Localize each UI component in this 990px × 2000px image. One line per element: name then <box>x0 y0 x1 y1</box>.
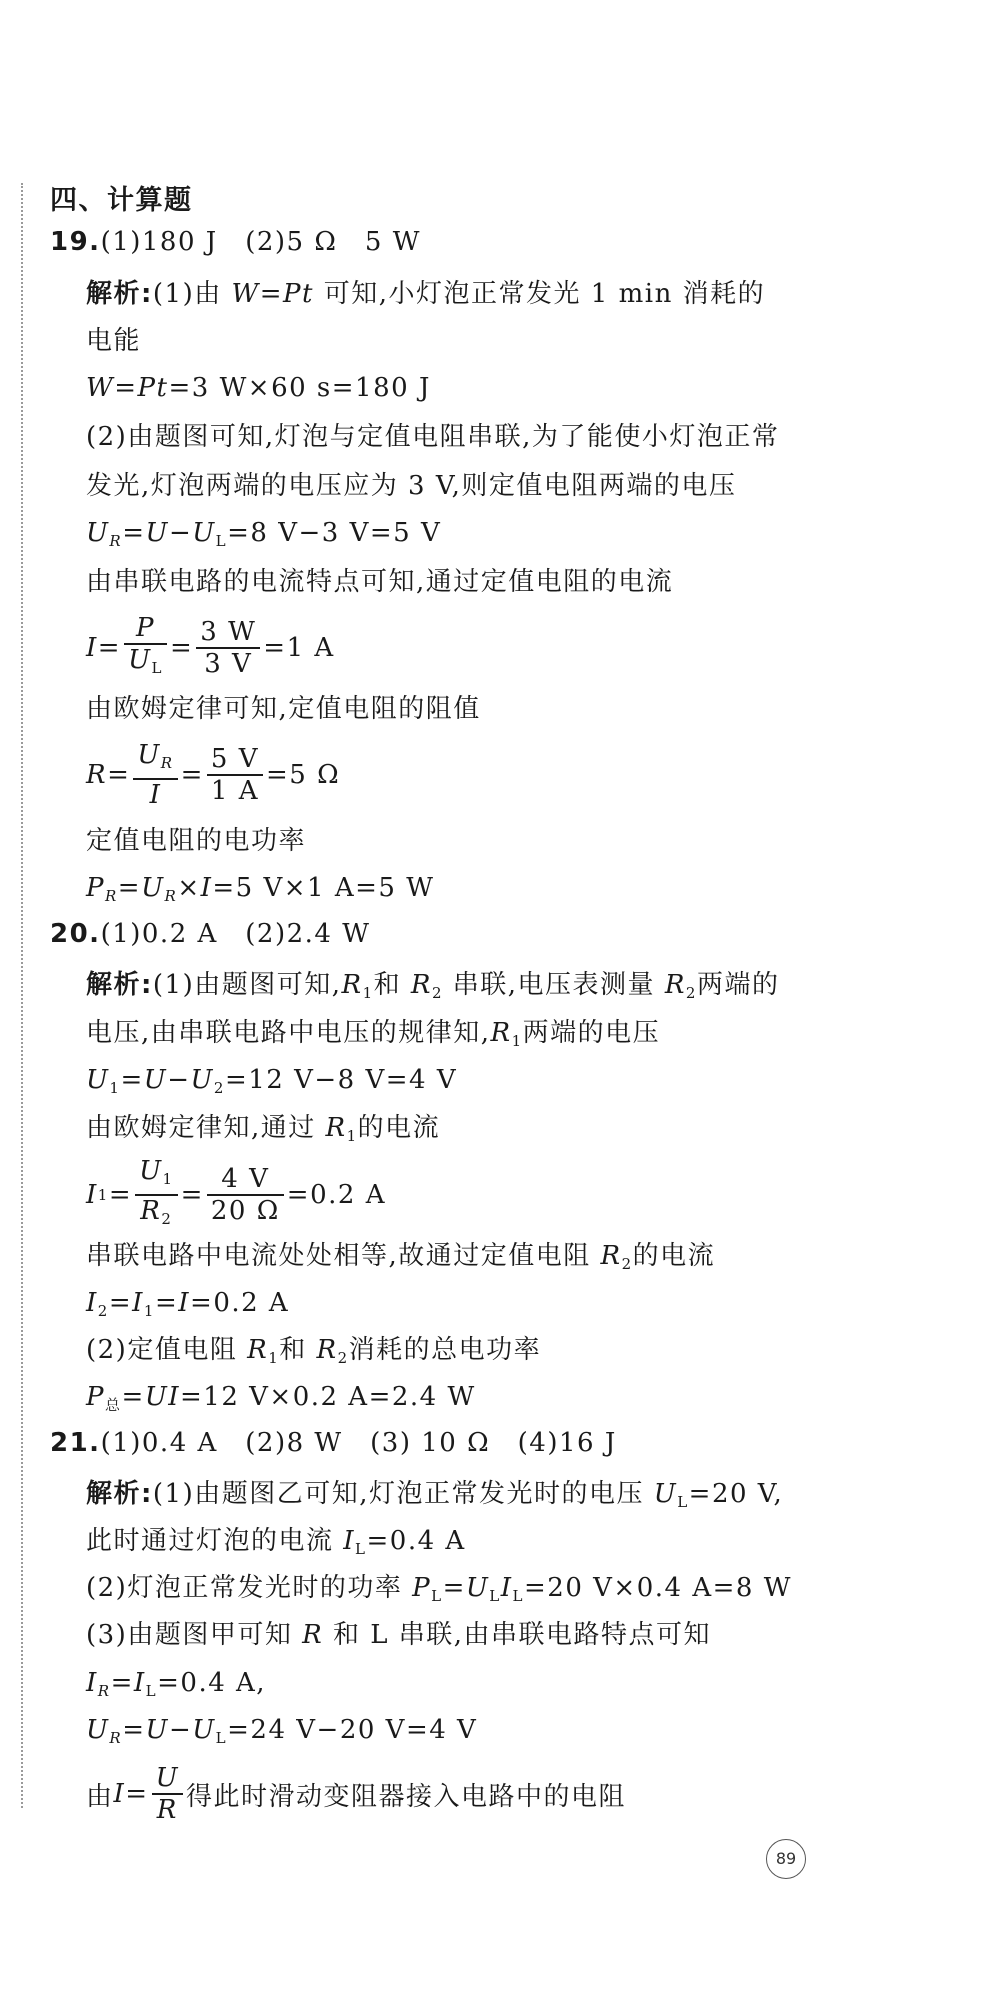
fraction: $\frac{5 V}{1 A}$ <box>207 744 263 806</box>
q21-line-1: 解析:(1)由题图乙可知,灯泡正常发光时的电压 $U_L=20$ V, <box>86 1479 784 1511</box>
page-number-badge: 89 <box>766 1839 806 1879</box>
question-20-answer: (1)0.2 A (2)2.4 W <box>100 919 371 949</box>
q19-line-12: $P_R=U_R\times I=5$ V×1 A=5 W <box>86 873 435 905</box>
q21-line-4: (3)由题图甲可知 R 和 L 串联,由串联电路特点可知 <box>86 1620 712 1650</box>
q20-line-7: $I_2=I_1=I=0.2$ A <box>86 1288 290 1320</box>
question-20-answer-line <box>50 918 370 950</box>
q20-line-4: 由欧姆定律知,通过 $R_1$的电流 <box>86 1113 441 1145</box>
fraction: $\frac{3 W}{3 V}$ <box>196 617 260 679</box>
q19-line-5: 发光,灯泡两端的电压应为 3 V,则定值电阻两端的电压 <box>86 471 737 501</box>
fraction: $\frac{U_1}{R_2}$ <box>135 1156 177 1234</box>
margin-dotted-rule <box>21 183 23 1808</box>
q21-line-2: 此时通过灯泡的电流 $I_L=0.4$ A <box>86 1526 466 1558</box>
q21-analysis-label: 解析: <box>86 1479 153 1509</box>
q19-line-2: 电能 <box>86 326 142 356</box>
question-21-answer: (1)0.4 A (2)8 W (3) 10 Ω (4)16 J <box>100 1428 617 1458</box>
question-19-answer: (1)180 J (2)5 Ω 5 W <box>100 227 421 257</box>
q21-line-5: $I_R=I_L=0.4$ A, <box>86 1668 267 1700</box>
q20-line-5-fraction: I 1 = $\frac{U_1}{R_2}$ = $\frac{4 V}{20 \Omega}$ =0.2 A <box>86 1153 386 1237</box>
section-title: 四、计算题 <box>50 185 193 216</box>
q20-line-3: $U_1=U-U_2=12$ V−8 V=4 V <box>86 1065 458 1097</box>
q20-line-9: $P_总=UI=12$ V×0.2 A=2.4 W <box>86 1382 476 1414</box>
q19-line-8-fraction: I = $\frac{P}{U_L}$ = $\frac{3 W}{3 V}$ =1 A <box>86 606 335 690</box>
q19-line-11: 定值电阻的电功率 <box>86 826 307 856</box>
q19-line-7: 由串联电路的电流特点可知,通过定值电阻的电流 <box>86 567 674 597</box>
question-19-answer-line <box>50 226 421 258</box>
fraction: $\frac{4 V}{20 \Omega}$ <box>207 1164 284 1226</box>
fraction: $\frac{U}{R}$ <box>152 1763 183 1825</box>
question-19-number: 19. <box>50 227 101 257</box>
question-21-number: 21. <box>50 1428 101 1458</box>
q21-line-3: (2)灯泡正常发光时的功率 $P_L=U_LI_L=20$ V×0.4 A=8 W <box>86 1573 792 1605</box>
q20-analysis-label: 解析: <box>86 970 153 1000</box>
question-21-answer-line <box>50 1427 617 1459</box>
q19-line-9: 由欧姆定律可知,定值电阻的阻值 <box>86 694 481 724</box>
fraction: $\frac{U_R}{I}$ <box>133 740 177 810</box>
q20-line-6: 串联电路中电流处处相等,故通过定值电阻 $R_2$的电流 <box>86 1241 716 1273</box>
q19-line-6: $U_R=U-U_L=8$ V−3 V=5 V <box>86 518 442 550</box>
q19-line-1: 解析:(1)由 W=Pt 可知,小灯泡正常发光 1 min 消耗的 <box>86 279 766 309</box>
q19-analysis-label: 解析: <box>86 279 153 309</box>
q19-line-4: (2)由题图可知,灯泡与定值电阻串联,为了能使小灯泡正常 <box>86 422 780 452</box>
q19-line-3: W=Pt=3 W×60 s=180 J <box>86 373 431 403</box>
q19-line-10-fraction: R = $\frac{U_R}{I}$ = $\frac{5 V}{1 A}$ =5 Ω <box>86 740 341 810</box>
q21-line-7-fraction: 由 I = $\frac{U}{R}$ 得此时滑动变阻器接入电路中的电阻 <box>86 1763 627 1825</box>
q20-line-1: 解析:(1)由题图可知$,R_1$和 $R_2$ 串联,电压表测量 $R_2$两端的 <box>86 970 780 1002</box>
question-20-number: 20. <box>50 919 101 949</box>
q20-line-2: 电压,由串联电路中电压的规律知$,R_1$两端的电压 <box>86 1018 661 1050</box>
q20-line-8: (2)定值电阻 $R_1$和 $R_2$消耗的总电功率 <box>86 1335 542 1367</box>
q21-line-6: $U_R=U-U_L=24$ V−20 V=4 V <box>86 1715 478 1747</box>
fraction: $\frac{P}{U_L}$ <box>124 613 167 683</box>
